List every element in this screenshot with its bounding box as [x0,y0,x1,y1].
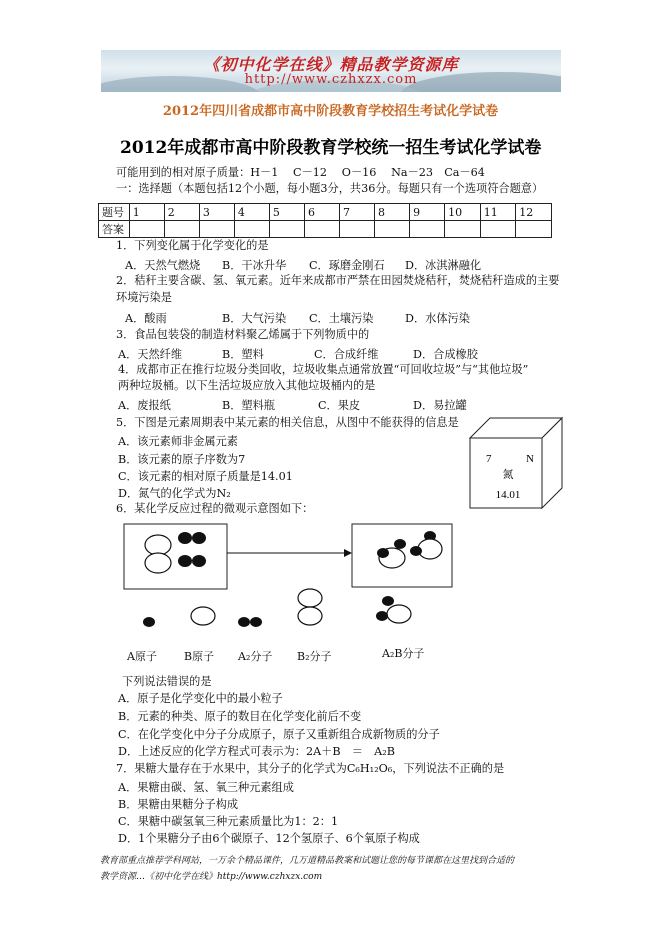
q1-option-b: B．干冰升华 [222,259,287,272]
a-atom-icon [143,617,155,627]
q3-stem: 3．食品包装袋的制造材料聚乙烯属于下列物质中的 [116,328,370,341]
q6-stem: 6．某化学反应过程的微观示意图如下： [116,502,314,515]
q3-option-c: C．合成纤维 [314,348,379,361]
label-a2-molecule: A₂分子 [238,650,273,663]
answer-cell[interactable] [480,221,516,238]
q2-option-d: D．水体污染 [405,312,470,325]
banner-url[interactable]: http://www.czhxzx.com [244,72,418,87]
q5-stem: 5．下图是元素周期表中某元素的相关信息，从图中不能获得的信息是 [116,416,459,429]
a2-icon [238,617,250,627]
b2-icon [298,589,322,607]
answer-cell[interactable] [129,221,164,238]
table-cell: 5 [269,204,304,221]
section-one-heading: 一：选择题（本题包括12个小题，每小题3分，共36分。每题只有一个选项符合题意） [116,182,544,195]
q7-option-c: C．果糖中碳氢氧三种元素质量比为1：2：1 [118,815,339,828]
q1-option-a: A．天然气燃烧 [125,259,201,272]
q5-option-b: B．该元素的原子序数为7 [118,453,246,466]
q1-option-d: D．冰淇淋融化 [405,259,482,272]
subheading: 2012年四川省成都市高中阶段教育学校招生考试化学试卷 [162,104,499,119]
atomic-masses: 可能用到的相对原子质量：H－1 C－12 O－16 Na－23 Ca－64 [116,166,485,179]
element-card [462,410,568,510]
q6-option-d: D．上述反应的化学方程式可表示为：2A＋B ＝ A₂B [118,745,395,758]
reactant-box [124,524,227,589]
q5-option-c: C．该元素的相对原子质量是14.01 [118,470,293,483]
q3-option-d: D．合成橡胶 [413,348,478,361]
answer-cell[interactable] [269,221,304,238]
table-cell: 11 [480,204,516,221]
a2b-icon [382,596,394,606]
q4-option-c: C．果皮 [318,399,361,412]
answer-cell[interactable] [199,221,234,238]
q4-stem-1: 4．成都市正在推行垃圾分类回收，垃圾收集点通常放置“可回收垃圾”与“其他垃圾” [118,363,529,376]
q7-option-d: D．1个果糖分子由6个碳原子、12个氢原子、6个氧原子构成 [118,832,420,845]
q7-option-a: A．果糖由碳、氢、氧三种元素组成 [118,781,294,794]
q6-option-a: A．原子是化学变化中的最小粒子 [118,692,283,705]
q1-option-c: C．琢磨金刚石 [309,259,385,272]
q6-option-c: C．在化学变化中分子分成原子，原子又重新组合成新物质的分子 [118,728,440,741]
answer-cell[interactable] [375,221,410,238]
table-row-label: 题号 [99,204,130,221]
q2-option-b: B．大气污染 [222,312,287,325]
q6-prompt: 下列说法错误的是 [122,675,212,688]
table-cell: 1 [129,204,164,221]
element-atomic-number: 7 [486,453,492,465]
answer-cell[interactable] [234,221,269,238]
element-symbol: N [526,453,534,465]
table-cell: 8 [375,204,410,221]
q1-stem: 1．下列变化属于化学变化的是 [116,239,269,252]
table-cell: 6 [304,204,339,221]
b-atom-icon [191,607,215,625]
q4-option-b: B．塑料瓶 [222,399,275,412]
q5-option-a: A．该元素师非金属元素 [118,435,238,448]
answer-cell[interactable] [410,221,445,238]
q7-stem: 7．果糖大量存在于水果中，其分子的化学式为C₆H₁₂O₆，下列说法不正确的是 [116,762,505,775]
answer-cell[interactable] [164,221,199,238]
table-cell: 7 [340,204,375,221]
footer-line-2[interactable]: 教学资源…《初中化学在线》http://www.czhxzx.com [100,872,323,882]
table-cell: 2 [164,204,199,221]
label-b-atom: B原子 [184,650,215,663]
q2-stem-1: 2．秸秆主要含碳、氢、氧元素。近年来成都市严禁在田园焚烧秸秆，焚烧秸秆造成的主要 [116,274,560,287]
answer-cell[interactable] [445,221,481,238]
document-title: 2012年成都市高中阶段教育学校统一招生考试化学试卷 [120,138,542,158]
b2-molecule-icon [145,535,171,555]
label-a2b-molecule: A₂B分子 [382,647,425,660]
table-cell: 9 [410,204,445,221]
header-banner [101,50,561,92]
q2-option-c: C．土壤污染 [309,312,374,325]
table-cell: 12 [516,204,552,221]
a2-molecule-icon [178,532,192,544]
q2-stem-2: 环境污染是 [116,291,172,304]
element-mass: 14.01 [495,489,521,501]
q6-option-b: B．元素的种类、原子的数目在化学变化前后不变 [118,710,362,723]
table-cell: 3 [199,204,234,221]
q3-option-b: B．塑料 [222,348,264,361]
element-name: 氮 [502,468,514,481]
table-cell: 4 [234,204,269,221]
q2-option-a: A．酸雨 [125,312,167,325]
q5-option-d: D．氮气的化学式为N₂ [118,487,231,500]
table-row-label: 答案 [99,221,130,238]
answer-cell[interactable] [304,221,339,238]
answer-cell[interactable] [340,221,375,238]
q4-option-a: A．废报纸 [118,399,171,412]
q3-option-a: A．天然纤维 [118,348,183,361]
banner-title: 《初中化学在线》精品教学资源库 [203,55,459,74]
label-a-atom: A原子 [127,650,157,663]
q4-stem-2: 两种垃圾桶。以下生活垃圾应放入其他垃圾桶内的是 [118,379,376,392]
table-cell: 10 [445,204,481,221]
answer-table [98,203,552,238]
answer-cell[interactable] [516,221,552,238]
footer-line-1: 教育部重点推荐学科网站，一万余个精品课件，几万道精品教案和试题让您的每节课都在这里找到合适的 [100,856,515,866]
label-b2-molecule: B₂分子 [297,650,332,663]
q7-option-b: B．果糖由果糖分子构成 [118,798,239,811]
q4-option-d: D．易拉罐 [413,399,467,412]
